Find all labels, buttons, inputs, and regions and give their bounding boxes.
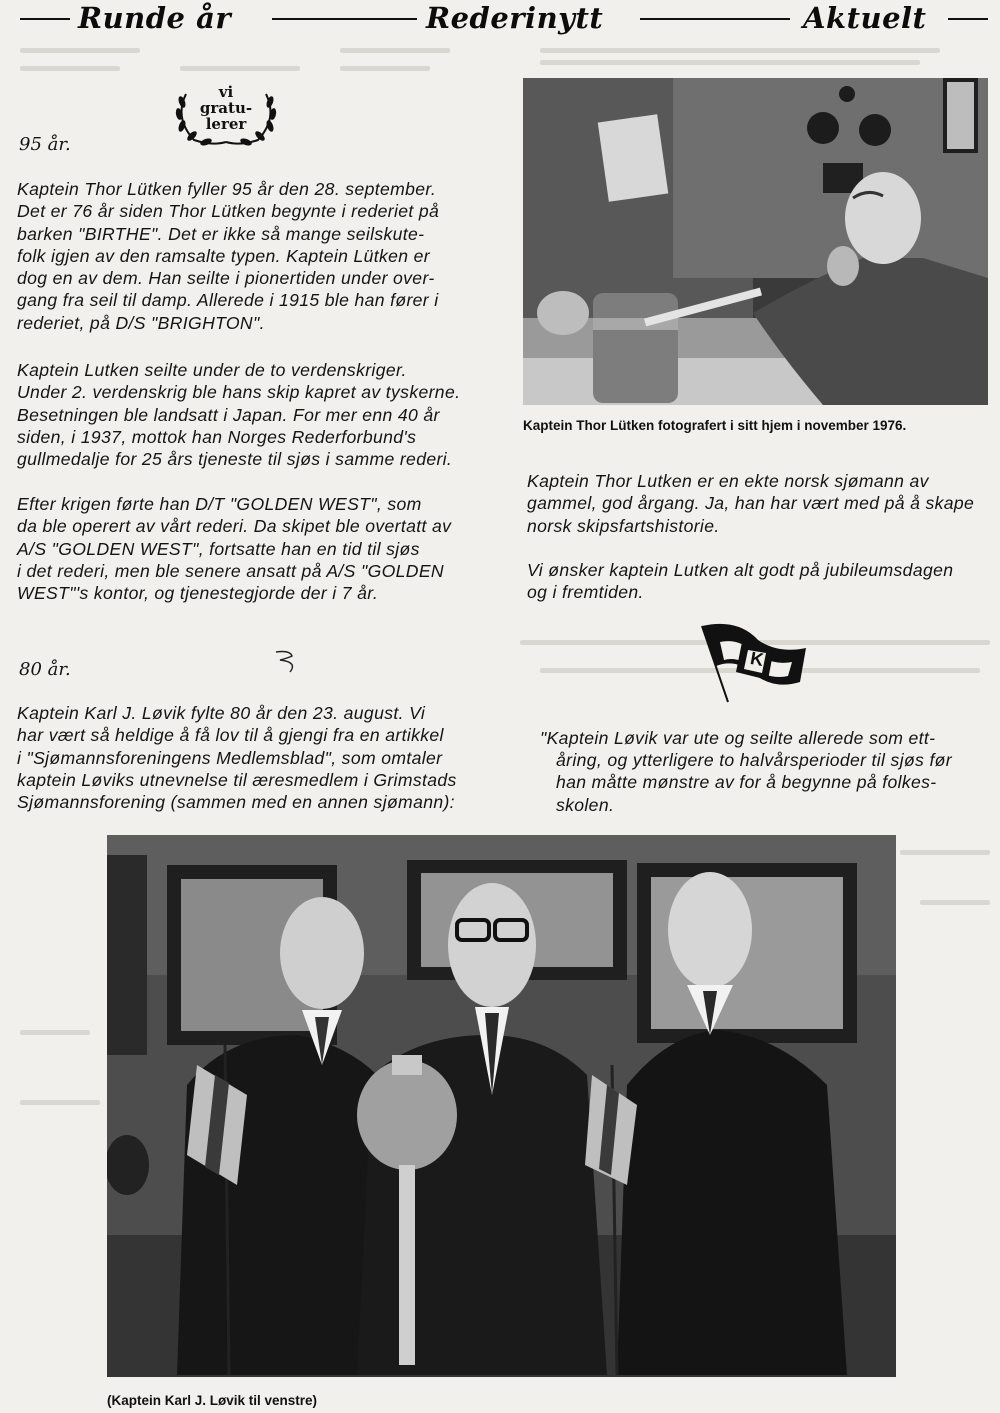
- karl-lovik-photo-caption: (Kaptein Karl J. Løvik til venstre): [107, 1393, 318, 1408]
- handwritten-mark: [268, 646, 308, 681]
- thor-lutken-paragraph-1: Kaptein Thor Lütken fyller 95 år den 28. september. Det er 76 år siden Thor Lütken begynte i rederiet på barken "BIRTHE". Det er ikke så mange seilskute- folk igjen av den ramsalte typen. Kaptein Lütken er dog en av dem. Han seilte i pionertiden under over- gang fra seil til damp. Allerede i 1915 ble han fører i rederiet, på D/S "BRIGHTON".: [17, 179, 440, 333]
- company-flag: [698, 620, 808, 704]
- age-heading-80: 80 år.: [19, 659, 71, 680]
- flag-letter: K: [748, 648, 766, 670]
- karl-lovik-quote-line-1: "Kaptein Løvik var ute og seilte allerede som ett-: [540, 728, 936, 748]
- karl-lovik-paragraph: Kaptein Karl J. Løvik fylte 80 år den 23. august. Vi har vært så heldige å få lov til å gjengi fra en artikkel i "Sjømannsforeningens Medlemsblad", som omtaler kaptein Løviks utnevnelse til æresmedlem i Grimstads Sjømannsforening (sammen med en annen sjømann):: [17, 703, 457, 813]
- age-heading-95: 95 år.: [19, 134, 71, 155]
- badge-line-3: lerer: [205, 115, 247, 133]
- header-left: Runde år: [78, 1, 232, 35]
- congratulations-badge: [172, 84, 280, 148]
- karl-lovik-quote-rest: åring, og ytterligere to halvårsperioder til sjøs før han måtte mønstre av for å begynne på folkes- skolen.: [556, 750, 952, 815]
- thor-lutken-paragraph-3: Efter krigen førte han D/T "GOLDEN WEST", som da ble operert av vårt rederi. Da skipet ble overtatt av A/S "GOLDEN WEST", fortsatte han en tid til sjøs i det rederi, men ble senere ansatt på A/S "GOLDEN WEST"'s kontor, og tjenestegjorde der i 7 år.: [17, 494, 452, 604]
- thor-lutken-photo: [523, 78, 988, 405]
- header-center: Rederinytt: [426, 1, 604, 35]
- badge-line-2: gratu-: [199, 99, 253, 117]
- thor-lutken-right-paragraph-2: Vi ønsker kaptein Lutken alt godt på jubileumsdagen og i fremtiden.: [527, 560, 954, 603]
- thor-lutken-photo-caption: Kaptein Thor Lütken fotografert i sitt hjem i november 1976.: [523, 418, 907, 433]
- header-right: Aktuelt: [803, 1, 927, 35]
- thor-lutken-paragraph-2: Kaptein Lutken seilte under de to verdenskriger. Under 2. verdenskrig ble hans skip kapret av tyskerne. Besetningen ble landsatt i Japan. For mer enn 40 år siden, i 1937, mottok han Norges Rederforbund's gullmedalje for 25 års tjeneste til sjøs i samme rederi.: [17, 360, 461, 470]
- thor-lutken-right-paragraph-1: Kaptein Thor Lutken er en ekte norsk sjømann av gammel, god årgang. Ja, han har vært med på å skape norsk skipsfartshistorie.: [527, 471, 975, 536]
- karl-lovik-photo: [107, 835, 896, 1377]
- badge-line-1: vi: [218, 83, 234, 101]
